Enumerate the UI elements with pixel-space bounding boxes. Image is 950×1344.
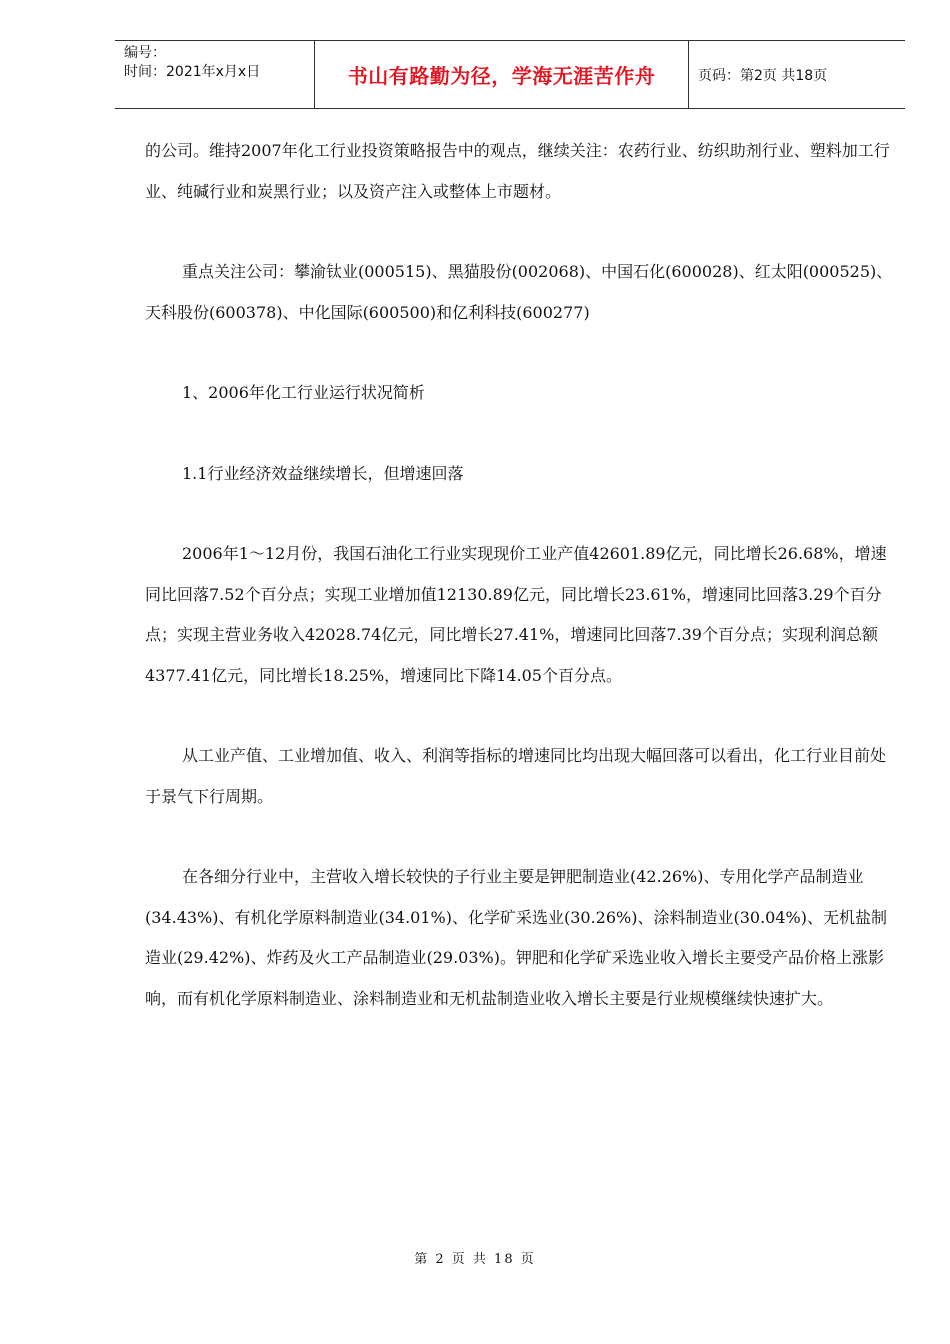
header-meta xyxy=(115,41,315,108)
page-header xyxy=(115,40,905,109)
paragraph-cycle: 从工业产值、工业增加值、收入、利润等指标的增速同比均出现大幅回落可以看出，化工行业目前处于景气下行周期。 xyxy=(145,746,887,806)
section-heading: 1、2006年化工行业运行状况简析 xyxy=(182,383,425,402)
paragraph-subsectors: 在各细分行业中，主营收入增长较快的子行业主要是钾肥制造业(42.26%)、专用化学产品制造业(34.43%)、有机化学原料制造业(34.01%)、化学矿采选业(30.26%)、涂料制造业(30.04%)、无机盐制造业(29.42%)、炸药及火工产品制造业(29.03%)。钾肥和化学矿采选业收入增长主要受产品价格上涨影响，而有机化学原料制造业、涂料制造业和无机盐制造业收入增长主要是行业规模继续快速扩大。 xyxy=(145,867,887,1008)
paragraph-key-companies: 重点关注公司：攀渝钛业(000515)、黑猫股份(002068)、中国石化(600028)、红太阳(000525)、天科股份(600378)、中化国际(600500)和亿利科技(600277) xyxy=(145,262,893,322)
paragraph-statistics: 2006年1～12月份，我国石油化工行业实现现价工业产值42601.89亿元，同比增长26.68%，增速同比回落7.52个百分点；实现工业增加值12130.89亿元，同比增长23.61%，增速同比回落3.29个百分点；实现主营业务收入42028.74亿元，同比增长27.41%，增速同比回落7.39个百分点；实现利润总额4377.41亿元，同比增长18.25%，增速同比下降14.05个百分点。 xyxy=(145,544,887,685)
page-footer: 第 2 页 共 18 页 xyxy=(414,1252,536,1267)
paragraph-continuation: 的公司。维持2007年化工行业投资策略报告中的观点，继续关注：农药行业、纺织助剂行业、塑料加工行业、纯碱行业和炭黑行业；以及资产注入或整体上市题材。 xyxy=(145,141,890,201)
subsection-heading: 1.1行业经济效益继续增长，但增速回落 xyxy=(182,463,464,483)
code-label: 编号： xyxy=(124,45,166,61)
header-motto: 书山有路勤为径，学海无涯苦作舟 xyxy=(315,41,689,108)
header-page-number: 页码：第2页 共18页 xyxy=(698,67,828,84)
time-label: 时间：2021年x月x日 xyxy=(124,64,261,80)
document-body xyxy=(145,131,895,1059)
